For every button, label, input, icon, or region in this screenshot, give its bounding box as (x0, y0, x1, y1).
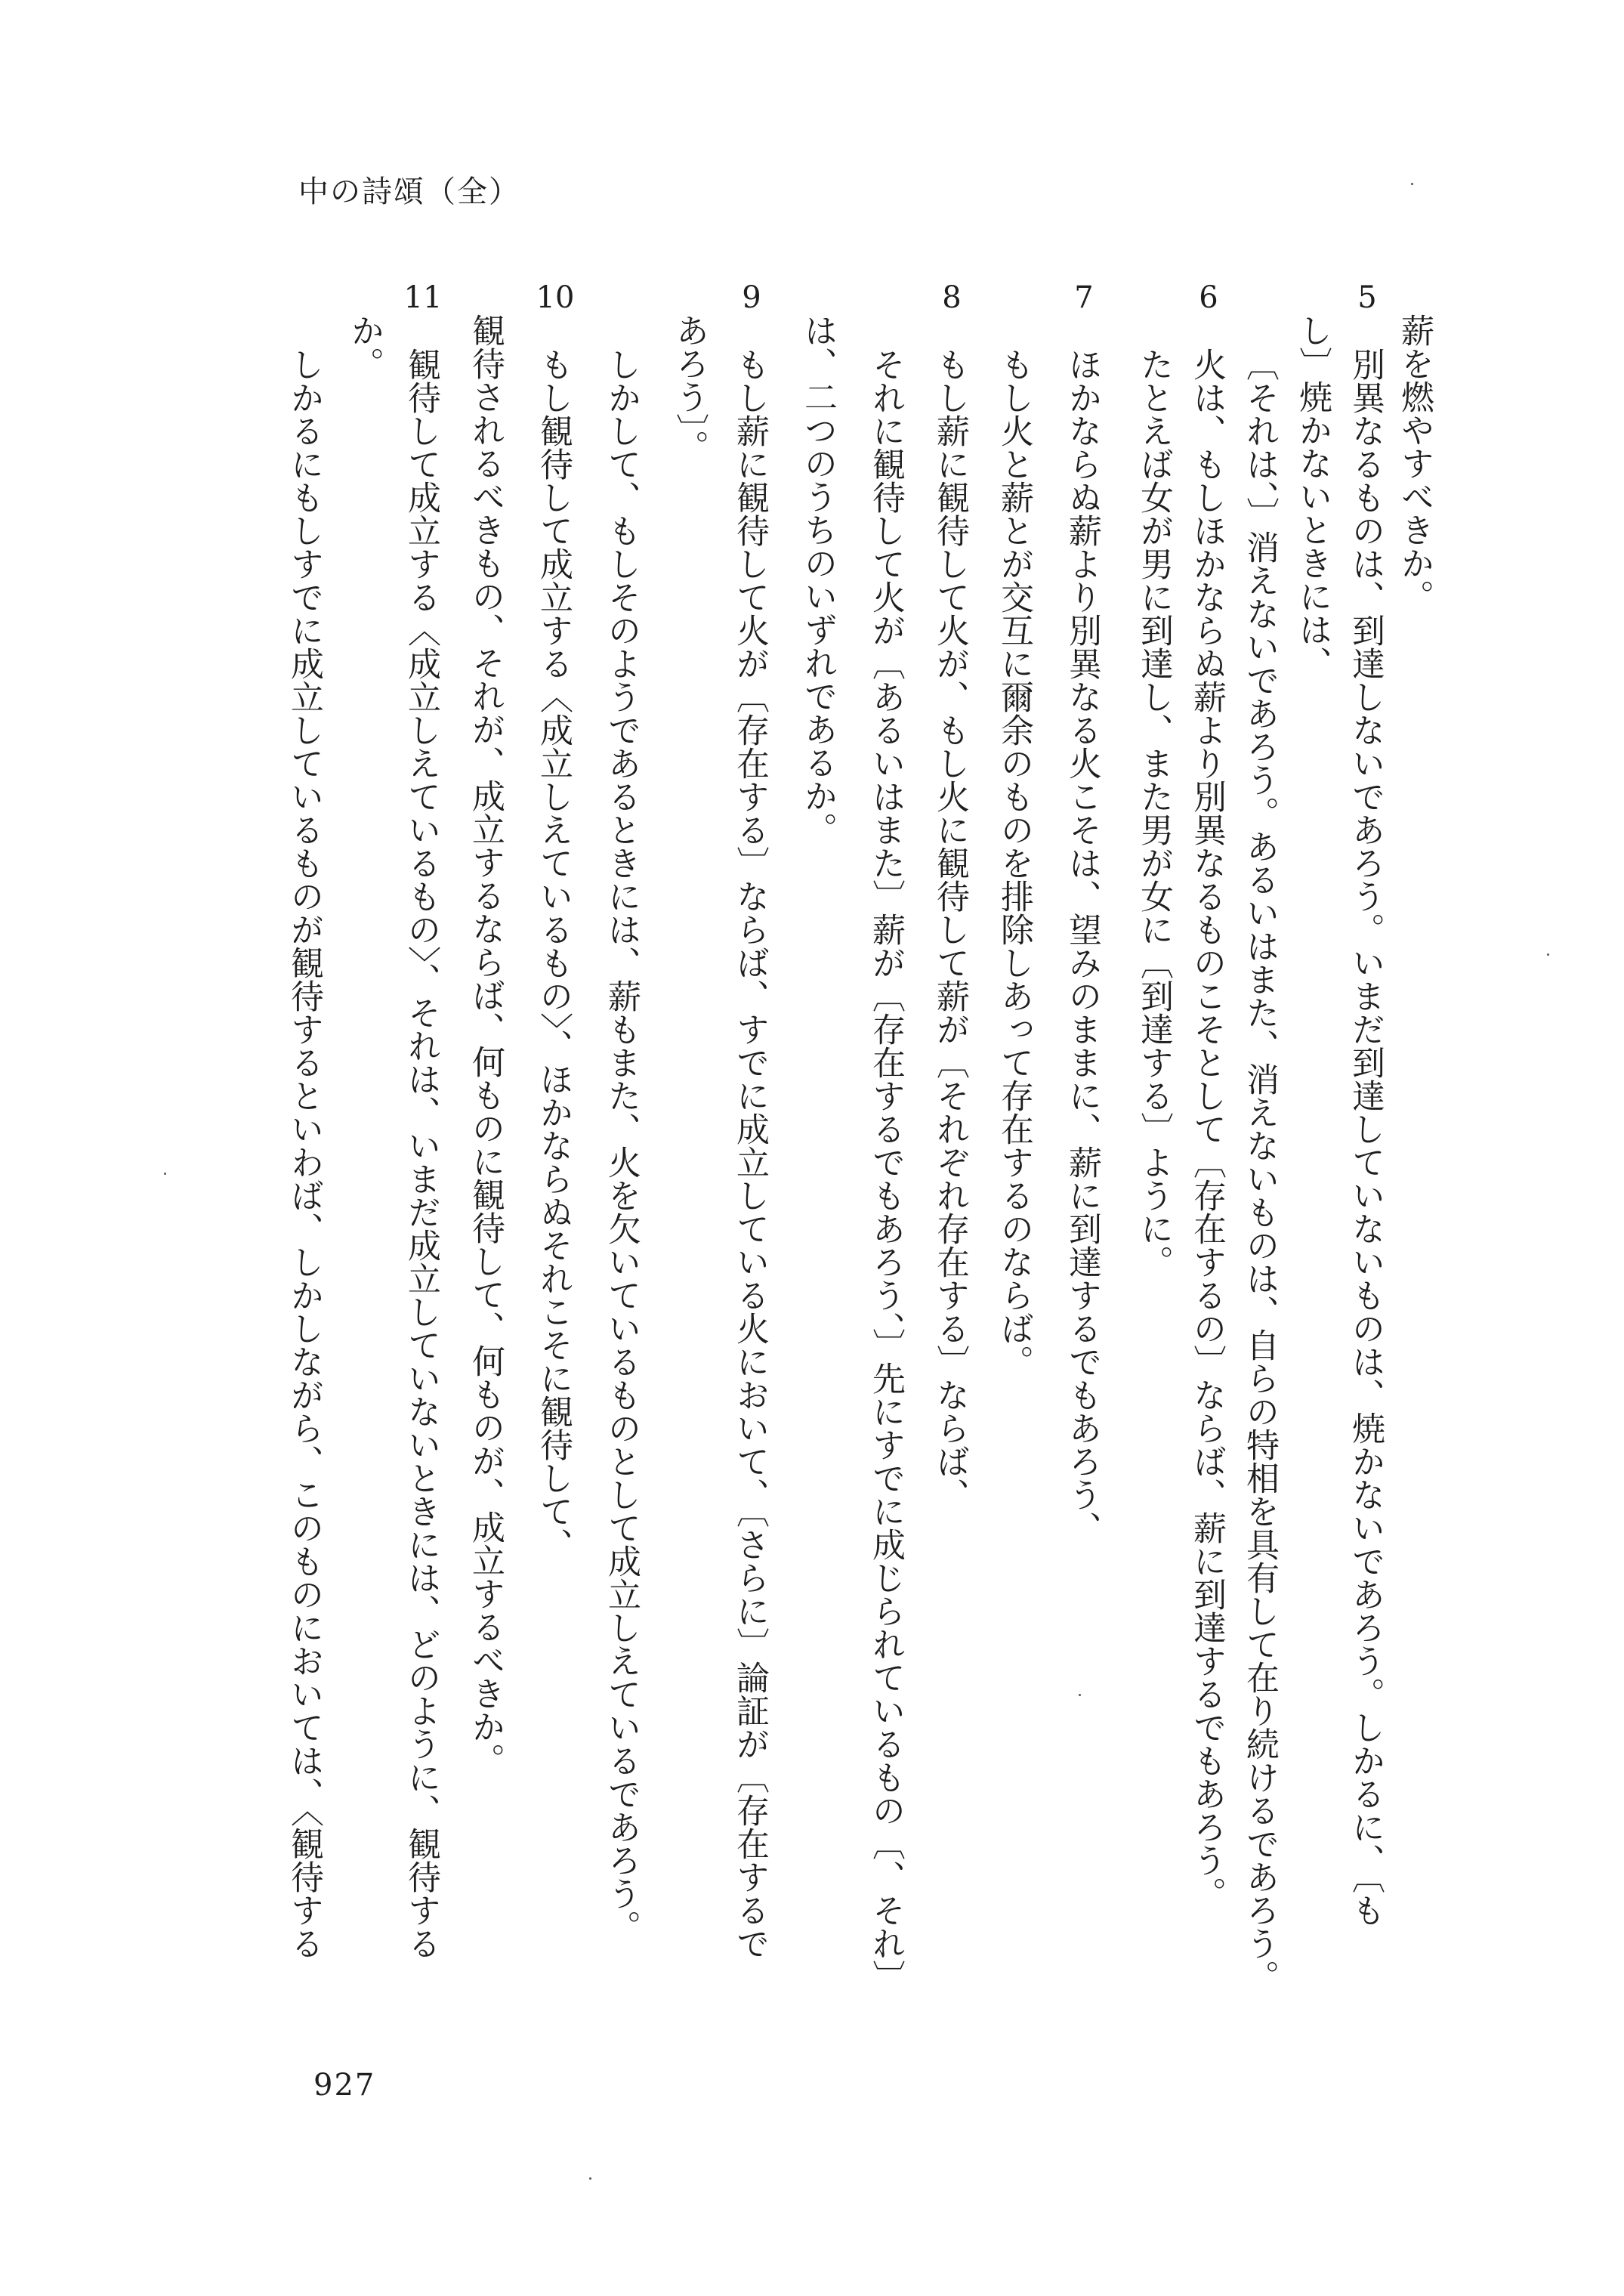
text-column-13: あろう〕。 (670, 314, 709, 463)
text-column-9: もし薪に観待して火が、もし火に観待して薪が〔それぞれ存在する〕ならば、 (931, 348, 969, 1511)
text-column-6: たとえば女が男に到達し、また男が女に〔到達する〕ように。 (1135, 348, 1173, 1278)
scan-speck (589, 2177, 591, 2180)
text-column-18: か。 (345, 314, 384, 380)
text-column-15: もし観待して成立する〈成立しえているもの〉、ほかならぬそれこそに観待して、 (534, 348, 573, 1561)
text-column-19: しかるにもしすでに成立しているものが観待するといわば、しかしながら、このものにおいては、〈観待する (285, 348, 323, 1960)
scan-speck (164, 1173, 166, 1175)
text-column-16: 観待されるべきもの、それが、成立するならば、何ものに観待して、何ものが、成立するべきか。 (466, 314, 505, 1776)
verse-number-8: 8 (942, 280, 962, 315)
text-column-11: は、二つのうちのいずれであるか。 (798, 314, 837, 845)
page-number: 927 (313, 2068, 376, 2103)
text-column-8: もし火と薪とが交互に爾余のものを排除しあって存在するのならば。 (995, 348, 1033, 1378)
text-column-14: しかして、もしそのようであるときには、薪もまた、火を欠いているものとして成立しえているであろう。 (602, 348, 641, 1943)
text-column-7: ほかならぬ薪より別異なる火こそは、望みのままに、薪に到達するでもあろう、 (1063, 348, 1101, 1544)
text-column-2: 別異なるものは、到達しないであろう。いまだ到達していないものは、焼かないであろう。しかるに、〔も (1346, 348, 1385, 1927)
verse-number-6: 6 (1199, 280, 1218, 315)
text-column-12: もし薪に観待して火が〔存在する〕ならば、すでに成立している火において、〔さらに〕論証が〔存在するで (730, 348, 769, 1960)
text-column-5: 火は、もしほかならぬ薪より別異なるものこそとして〔存在するの〕ならば、薪に到達するでもあろう。 (1187, 348, 1226, 1910)
text-column-3: し〕焼かないときには、 (1293, 314, 1332, 679)
text-column-17: 観待して成立する〈成立しえているもの〉、それは、いまだ成立していないときには、どのように、観待する (402, 348, 440, 1960)
scan-speck (1079, 1694, 1081, 1696)
verse-number-5: 5 (1357, 280, 1377, 315)
scan-speck (1411, 183, 1413, 185)
running-header: 中の詩頌（全） (298, 175, 520, 209)
text-column-1: 薪を燃やすべきか。 (1395, 314, 1434, 613)
verse-number-9: 9 (742, 280, 761, 315)
text-column-10: それに観待して火が〔あるいはまた〕薪が〔存在するでもあろう、〕先にすでに成じられているもの〔、それ〕 (866, 348, 905, 1993)
scan-speck (1547, 953, 1549, 956)
verse-number-7: 7 (1074, 280, 1094, 315)
verse-number-11: 11 (403, 280, 443, 315)
verse-number-10: 10 (536, 280, 575, 315)
text-column-4: 〔それは、〕消えないであろう。あるいはまた、消えないものは、自らの特相を具有して在り続けるであろう。 (1240, 348, 1279, 1993)
